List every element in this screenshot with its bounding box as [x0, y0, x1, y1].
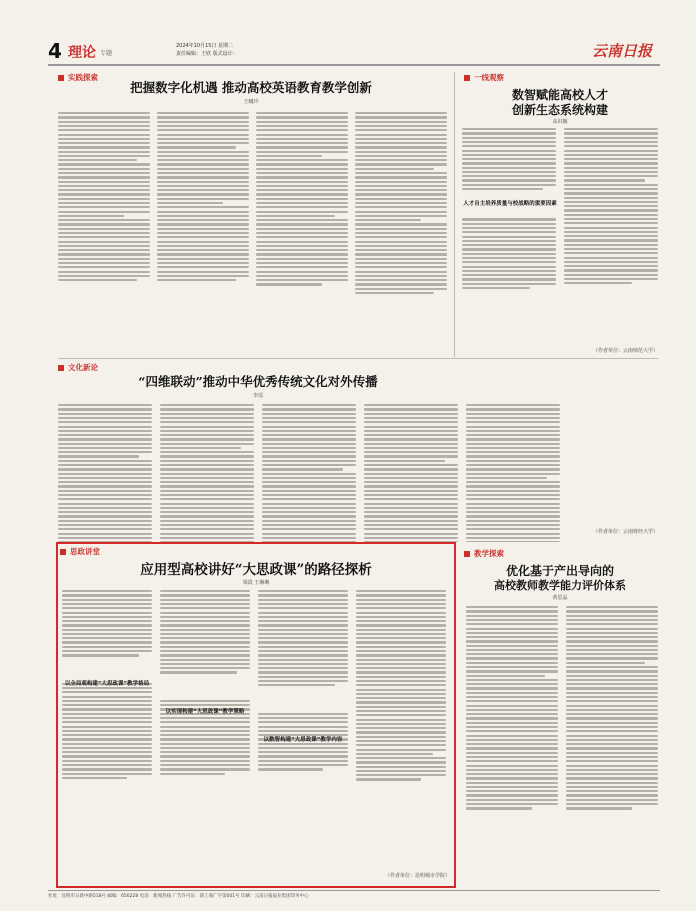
section-tag-practice: 实践探索 — [58, 72, 98, 83]
article-1-title: 把握数字化机遇 推动高校英语教育教学创新 — [130, 80, 372, 95]
article-2-title-line1: 数智赋能高校人才 — [511, 88, 608, 102]
article-2-footer-note: （作者单位：云南师范大学） — [592, 348, 658, 354]
article-1-author: 王曦玲 — [243, 99, 259, 105]
column-divider-top — [454, 72, 455, 357]
article-3-title: “四维联动”推动中华优秀传统文化对外传播 — [138, 374, 378, 389]
article-3-author: 李瑶 — [252, 393, 263, 399]
section-tag-ideology: 思政讲堂 — [60, 546, 100, 557]
section-tag-frontline: 一线观察 — [464, 72, 504, 83]
page-header — [48, 38, 658, 66]
article-4-title-line1: 优化基于产出导向的 — [505, 564, 614, 578]
article-2-author: 高识毓 — [552, 119, 568, 125]
article-5-subhead-1: 以全局观构建“大思政课”教学格局 — [64, 681, 150, 687]
article-3-footer-note: （作者单位：云南财经大学） — [592, 529, 658, 535]
article-2-subhead-1: 人才自主培养质量与校战略的重要因素 — [463, 201, 557, 207]
article-3-body — [58, 402, 568, 542]
date-line: 2024年10月15日 星期二 — [176, 43, 234, 49]
article-5-fund-note: （作者单位：昆明城市学院） — [384, 873, 450, 879]
article-5-subhead-2: 以实现构建“大思政课”教学策略 — [165, 709, 245, 715]
section-name: 理论 — [68, 45, 96, 61]
editor-line: 责任编辑：王欣 版式设计： — [176, 51, 238, 57]
rule-mid — [58, 358, 658, 359]
section-tag-teaching: 教学探索 — [464, 548, 504, 559]
article-5-body — [62, 588, 452, 880]
article-5-subhead-3: 以数智构建“大思政课”教学内容 — [263, 737, 343, 743]
footer-text: 社址：昆明市日新中路518号 邮编：650228 电话：新闻热线 广告许可证：滇工商广字第001号 印刷：云南日报报业集团印务中心 — [48, 894, 309, 899]
footer-rule — [48, 890, 660, 891]
header-rule — [48, 64, 660, 66]
article-5-title: 应用型高校讲好“大思政课”的路径探析 — [140, 562, 372, 578]
article-1-body — [58, 110, 448, 350]
section-tag-culture: 文化新论 — [58, 362, 98, 373]
article-2-title-line2: 创新生态系统构建 — [511, 103, 608, 117]
article-5-author: 梁霞 王琳琳 — [242, 580, 270, 586]
section-suffix: 专题 — [100, 50, 113, 57]
article-4-author: 黄思晶 — [552, 595, 568, 601]
page-number: 4 — [48, 39, 62, 63]
article-4-title-line2: 高校教师教学能力评价体系 — [494, 579, 626, 592]
masthead-logo: 云南日报 — [591, 42, 652, 60]
article-4-body — [466, 604, 660, 879]
article-2-body — [462, 126, 660, 351]
